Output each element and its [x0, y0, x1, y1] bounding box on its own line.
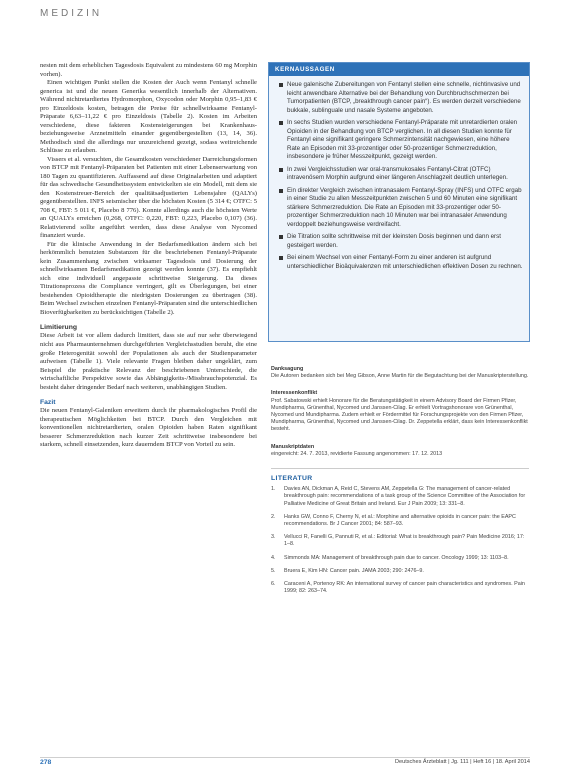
key-message-item: Neue galenische Zubereitungen von Fentanyl stellen eine schnelle, nichtinvasive und leicht anwendbare Alternative bei der Behandlung von Durchbruchschmerzen bei Tumorpatienten (BTCP, „breakthrough cancer pain“). Es werden derzeit verschiedene bukkale, sublinguale und nasale Systeme angeboten.	[279, 81, 523, 115]
key-message-item: In sechs Studien wurden verschiedene Fentanyl-Präparate mit unretardierten oralen Opioiden in der Behandlung von BTCP verglichen. In all diesen Studien konnte für Fentanyl eine signifikant geringere Schmerzintensität nachgewiesen, eine höhere Rate an Episoden mit 33-prozentiger oder 50-prozentiger Schmerzreduktion, insbesondere je früher Messzeitpunkt, gezeigt werden.	[279, 119, 523, 162]
limitation-text: Diese Arbeit ist vor allem dadurch limitiert, dass sie auf nur sehr überwiegend nicht aus Pharmaunternehmen durchgeführten Vergleichsstudien beruht, die eine große Heterogenität sowohl der Populationen als auch der Studienparameter aufweisen (Tabelle 1). Viele relevante Fragen bleiben daher ungeklärt, zum Beispiel die praktische Relevanz der beschriebenen Unterschiede, die wirtschaftliche Perspektive sowie das Abhängigkeits-/Missbrauchspotenzial. Es besteht daher dringender Bedarf nach weiteren, unabhängigen Studien.	[40, 332, 257, 391]
key-message-item: Bei einem Wechsel von einer Fentanyl-Form zu einer anderen ist aufgrund unterschiedlicher Bioäquivalenzen mit unterschiedlichen effektiven Dosen zu rechnen.	[279, 254, 523, 271]
conclusion-text: Die neuen Fentanyl-Galeniken erweitern durch ihr pharmakologisches Profil die therapeutischen Möglichkeiten bei BTCP. Durch den Vergleichen mit konventionellen nichtretardierten, oralen Opioiden haben Raten signifikant besserer Schmerzreduktion nach kurzer Zeit schrittweise insbesondere bei starkem, schnell einsetzenden, kurz dauerndem BTCP von Vorteil zu sein.	[40, 407, 257, 449]
left-column	[40, 62, 257, 450]
key-message-item: Ein direkter Vergleich zwischen intranasalem Fentanyl-Spray (INFS) und OTFC ergab in einer Studie zu allen Messzeitpunkten zwischen 5 und 60 Minuten eine signifikant stärkere Schmerzreduktion. Die Rate an Episoden mit 33-prozentiger oder 50-prozentiger Schmerzreduktion nach 10 Minuten war bei intranasaler Anwendung verdoppelt beziehungsweise verdreifacht.	[279, 187, 523, 230]
key-messages-box	[268, 62, 530, 342]
body-paragraph: Vissers et al. versuchten, die Gesamtkosten verschiedener Darreichungsformen von BTCP mit Fentanyl-Präparaten bei Patienten mit einer Lebenserwartung von 180 Tagen zu quantifizieren. Auffassend auf diese Originalarbeiten und adaptiert für das schwedische Gesundheitssystem entwickelten sie ein Modell, mit dem sie den Kostenstreuer-Bereich der qualitätsadjustierten Lebensjahre (QALYs) gegenüberstellten. INFS seismischer über die höchsten Kosten (5 314 €; OTFC: 5 708 €, FBT: 5 011 €, Placebo 8 776). Konnte allerdings auch die höchsten Werte an QUALYs erreichen (0,268, OTFC: 0,220, FBT: 0,223, Placebo 0,107) (36). Relativierend sollte angeführt werden, dass diese Analyse von Nycomed finanziert wurde.	[40, 155, 257, 240]
square-bullet-icon	[279, 168, 283, 172]
square-bullet-icon	[279, 256, 283, 260]
body-paragraph: Einen wichtigen Punkt stellen die Kosten der Auch wenn Fentanyl schnelle generica ist und die neuen Generika wesentlich innerhalb der Alternativen. Während nichtretardiertes Hydromorphon, Oxycodon oder Morphin 0,95–1,83 € pro Einzeldosis kosten, betragen die Preise für schnellwirksame Fentanyl-Präparate 6,63–11,22 € pro Einzeldosis (Tabelle 2). Kosten im Arbeiten verschiedene, diese fakteren Kostensteigerungen bei Krankenhaus- beziehungsweise Arzneimitteln einander gegenübergestellten (13, 14, 36). Methodisch sind die allerdings nur unzureichend gezeigt, sodass weitreichende Schlüsse zu erlauben.	[40, 79, 257, 155]
reference-item: 5. Bruera E, Kim HN: Cancer pain. JAMA 2003; 290: 2476–9.	[271, 567, 424, 574]
reference-item: 1. Davies AN, Dickman A, Reid C, Stevens AM, Zeppetella G: The management of cancer-related breakthrough pain: recommendations of a task group of the Science Committee of the Association for Palliative Medicine of Great Britain and Ireland. Eur J Pain 2009; 13: 331–8.	[271, 486, 526, 507]
notes-area	[271, 366, 529, 601]
key-message-item: Die Titration sollte schrittweise mit der kleinsten Dosis beginnen und dann erst gesteigert werden.	[279, 233, 523, 250]
literature-title: LITERATUR	[271, 475, 313, 483]
key-messages-list	[269, 76, 529, 271]
square-bullet-icon	[279, 121, 283, 125]
limitation-heading: Limitierung	[40, 324, 78, 332]
page-number: 278	[40, 759, 52, 766]
key-message-item: In zwei Vergleichsstudien war oral-transmukosales Fentanyl-Citrat (OTFC) intravenösem Morphin aufgrund einer längeren Anschlagzeit deutlich unterlegen.	[279, 166, 523, 183]
square-bullet-icon	[279, 83, 283, 87]
square-bullet-icon	[279, 189, 283, 193]
key-messages-title: KERNAUSSAGEN	[269, 63, 529, 76]
manuscript-dates-note: Manuskriptdaten eingereicht: 24. 7. 2013, revidierte Fassung angenommen: 17. 12. 2013	[271, 443, 443, 457]
acknowledgement-note: Danksagung Die Autoren bedanken sich bei Meg Gibson, Anne Martin für die Begutachtung bei der Manuskripterstellung.	[271, 366, 529, 380]
reference-item: 2. Hanks GW, Conno F, Cherny N, et al.: Morphine and alternative opioids in cancer pain: the EAPC recommendations. Br J Cancer 2001; 84: 587–93.	[271, 513, 516, 528]
reference-item: 6. Caraceni A, Portenoy RK: An international survey of cancer pain characteristics and syndromes. Pain 1999; 82: 263–74.	[271, 581, 525, 595]
divider	[271, 468, 529, 469]
body-paragraph: nesten mit dem erheblichen Tagesdosis Equivalent zu mindestens 60 mg Morphin vorhen).	[40, 62, 257, 78]
conflict-note: Interessenkonflikt Prof. Sabatowski erhielt Honorare für die Beratungstätigkeit in einem Advisory Board der Firmen Pfizer, Mundipharma, Grünenthal, Nycomed und Janssen-Cilag. Er erhielt Vortragshonorare von Grünenthal, Nycomed und Mundipharma. Zudem erhielt er Fördermittel für Forschungsprojekte von den Firmen Pfizer, Mundipharma, Grünenthal, Nycomed und Janssen-Cilag. Dr. Zeppetella erklärt, dass kein Interessenkonflikt besteht.	[271, 390, 528, 433]
conclusion-heading: Fazit	[40, 399, 56, 407]
journal-citation: Deutsches Ärzteblatt | Jg. 111 | Heft 16 | 18. April 2014	[394, 759, 530, 765]
right-column	[268, 62, 530, 342]
reference-item: 3. Vellucci R, Fanelli G, Pannuti R, et al.: Editorial: What is breakthrough pain? Pain Medicine 2016; 17: 1–8.	[271, 534, 525, 548]
literature-list	[271, 486, 529, 595]
section-header: MEDIZIN	[40, 8, 103, 19]
square-bullet-icon	[279, 235, 283, 239]
reference-item: 4. Simmonds MA: Management of breakthrough pain due to cancer. Oncology 1999; 13: 1103–8.	[271, 554, 509, 561]
body-paragraph: Für die klinische Anwendung in der Bedarfsmedikation ändern sich bei herkömmlich benutzten Substanzen für die beschriebenen Fentanyl-Präparate kein Zusammenhang zwischen wirksamer Tagesdosis und Dosierung der schnellwirksamen Bedarfsmedikation gezeigt werden konnte (37). Es empfiehlt sich eine individuell angepasste schrittweise Steigerung. Da dieses Titrationsprozess die Compliance verringert, gilt es Überlegungen, bei einer bestehenden Opioidtherapie die niedrigsten Dosierungen zu übertragen (38). Beim Wechsel zwischen einzelnen Fentanyl-Präparaten sind die unterschiedlichen Bioverfügbarkeiten zu berücksichtigen (Tabelle 2).	[40, 240, 257, 316]
